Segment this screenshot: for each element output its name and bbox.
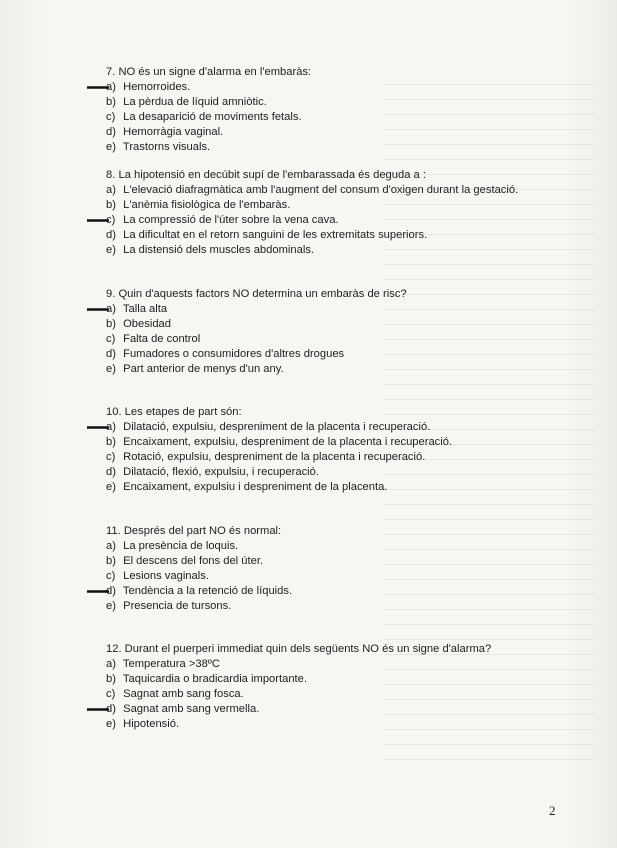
option-d: d) Tendència a la retenció de líquids.: [106, 584, 586, 599]
question-text: 10. Les etapes de part són:: [106, 406, 242, 418]
question-10: [106, 405, 586, 495]
question-8: [106, 168, 586, 258]
option-d: d) La dificultat en el retorn sanguini de les extremitats superiors.: [106, 229, 428, 241]
option-e: e) Presencia de tursons.: [106, 600, 232, 612]
option-e: e) La distensió dels muscles abdominals.: [106, 244, 315, 256]
option-c: c) Rotació, expulsiu, despreniment de la placenta i recuperació.: [106, 451, 426, 463]
option-c: c) Lesions vaginals.: [106, 570, 209, 582]
option-b: b) La pèrdua de líquid amniòtic.: [106, 96, 267, 108]
question-11: [106, 524, 586, 614]
option-b: b) Encaixament, expulsiu, despreniment de la placenta i recuperació.: [106, 436, 453, 448]
option-c: c) Sagnat amb sang fosca.: [106, 688, 244, 700]
question-text: 8. La hipotensió en decúbit supí de l'embarassada és deguda a :: [106, 169, 426, 181]
handwritten-mark: [87, 426, 109, 429]
option-e: e) Trastorns visuals.: [106, 141, 211, 153]
question-text: 9. Quin d'aquests factors NO determina un embaràs de risc?: [106, 288, 407, 300]
handwritten-mark: [87, 308, 109, 311]
option-a: a) Talla alta: [106, 302, 586, 317]
option-c: c) La desaparició de moviments fetals.: [106, 111, 302, 123]
option-d: d) Hemorràgia vaginal.: [106, 126, 224, 138]
question-7: [106, 65, 586, 155]
option-c: c) Falta de control: [106, 333, 201, 345]
handwritten-mark: [87, 708, 109, 711]
handwritten-mark: [87, 219, 109, 222]
option-a: a) L'elevació diafragmàtica amb l'augment del consum d'oxigen durant la gestació.: [106, 184, 519, 196]
option-d: d) Dilatació, flexió, expulsiu, i recuperació.: [106, 466, 319, 478]
option-e: e) Hipotensió.: [106, 718, 180, 730]
option-b: b) El descens del fons del úter.: [106, 555, 264, 567]
option-a: a) Temperatura >38ºC: [106, 658, 220, 670]
option-a: a) Hemorroides.: [106, 80, 586, 95]
option-a: a) Dilatació, expulsiu, despreniment de la placenta i recuperació.: [106, 420, 586, 435]
question-text: 7. NO és un signe d'alarma en l'embaràs:: [106, 66, 312, 78]
question-9: [106, 287, 586, 377]
handwritten-mark: [87, 590, 109, 593]
option-a: a) La presència de loquis.: [106, 540, 239, 552]
option-c: c) La compressió de l'úter sobre la vena cava.: [106, 213, 586, 228]
option-b: b) Taquicardia o bradicardia importante.: [106, 673, 307, 685]
question-text: 12. Durant el puerperi immediat quin dels següents NO és un signe d'alarma?: [106, 643, 492, 655]
option-b: b) L'anèmia fisiològica de l'embaràs.: [106, 199, 291, 211]
question-12: [106, 642, 586, 732]
page-number: 2: [549, 803, 556, 818]
option-d: d) Fumadores o consumidores d'altres drogues: [106, 348, 345, 360]
option-e: e) Part anterior de menys d'un any.: [106, 363, 284, 375]
question-text: 11. Després del part NO és normal:: [106, 525, 282, 537]
handwritten-mark: [87, 86, 109, 89]
option-e: e) Encaixament, expulsiu i despreniment de la placenta.: [106, 481, 388, 493]
option-b: b) Obesidad: [106, 318, 172, 330]
option-d: d) Sagnat amb sang vermella.: [106, 702, 586, 717]
